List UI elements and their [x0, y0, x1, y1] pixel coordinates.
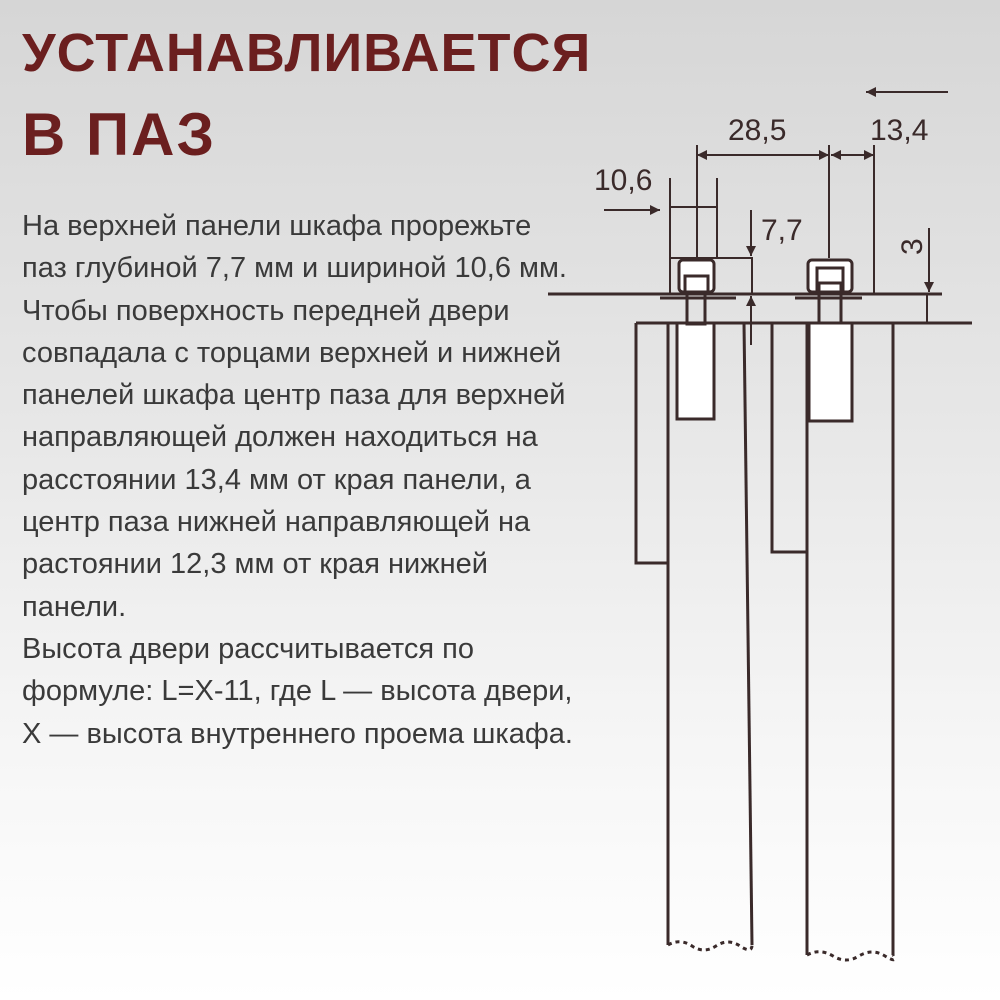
- right-roller-bracket: [809, 323, 852, 421]
- dim-label-rail-spacing: 28,5: [728, 114, 787, 147]
- right-rail-cap: [808, 260, 852, 292]
- left-roller-bracket: [677, 323, 714, 419]
- title-line-2: В ПАЗ: [22, 101, 217, 168]
- dim-label-groove-width: 10,6: [594, 164, 653, 197]
- dim-label-groove-depth: 7,7: [761, 214, 803, 247]
- description-paragraph: На верхней панели шкафа прорежьте паз глубиной 7,7 мм и шириной 10,6 мм.: [22, 210, 567, 285]
- left-door-outline: [636, 323, 668, 563]
- dim-label-panel-step: 3: [896, 238, 929, 255]
- description-paragraph: Высота двери рассчитывается по формуле: L=X-11, где L — высота двери, X — высота внутреннего проема шкафа.: [22, 632, 573, 750]
- title-line-1: УСТАНАВЛИВАЕТСЯ: [22, 23, 592, 83]
- left-door-right-edge: [744, 323, 752, 945]
- right-door-outline: [772, 323, 807, 552]
- right-door-break: [807, 952, 894, 960]
- dim-label-edge-offset: 13,4: [870, 114, 929, 147]
- left-door-break: [668, 942, 752, 950]
- description-paragraph: Чтобы поверхность передней двери совпадала с торцами верхней и нижней панелей шкафа центр паза для верхней направляющей должен находиться на расстоянии 13,4 мм от края панели, а центр паза нижней направляющей на растоянии 12,3 мм от края нижней панели.: [22, 294, 566, 623]
